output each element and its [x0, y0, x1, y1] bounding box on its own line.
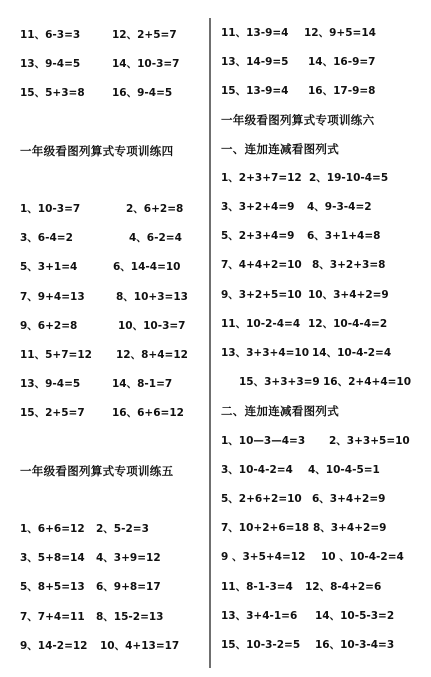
answer-item: 7、9+4=13 — [20, 291, 85, 303]
section-four-title: 一年级看图列算式专项训练四 — [20, 144, 174, 158]
answer-row — [211, 25, 431, 41]
answer-item: 11、6-3=3 — [20, 29, 81, 41]
answer-row — [211, 316, 431, 332]
answer-row — [211, 462, 431, 478]
answer-row — [211, 54, 431, 70]
answer-item: 16、17-9=8 — [308, 85, 376, 97]
answer-item: 11、8-1-3=4 — [221, 581, 293, 593]
answer-item: 14、10-4-2=4 — [312, 347, 392, 359]
answer-item: 2、19-10-4=5 — [309, 172, 389, 184]
answer-item: 8、15-2=13 — [96, 611, 164, 623]
part-two-title: 二、连加连减看图列式 — [221, 404, 339, 418]
answer-item: 8、10+3=13 — [116, 291, 188, 303]
answer-item: 3、10-4-2=4 — [221, 464, 293, 476]
answer-row — [0, 27, 208, 43]
answer-item: 9 、3+5+4=12 — [221, 551, 306, 563]
answer-row — [211, 433, 431, 449]
answer-item: 9、6+2=8 — [20, 320, 78, 332]
answer-item: 14、8-1=7 — [112, 378, 173, 390]
answer-item: 5、8+5=13 — [20, 581, 85, 593]
answer-item: 3、5+8=14 — [20, 552, 85, 564]
answer-row — [0, 347, 208, 363]
answer-item: 5、2+6+2=10 — [221, 493, 302, 505]
answer-item: 1、6+6=12 — [20, 523, 85, 535]
answer-row — [211, 345, 431, 361]
answer-row — [211, 608, 431, 624]
answer-item: 12、8+4=12 — [116, 349, 188, 361]
answer-row — [211, 199, 431, 215]
answer-row — [211, 637, 431, 653]
answer-item: 2、5-2=3 — [96, 523, 149, 535]
answer-row — [0, 405, 208, 421]
answer-item: 14、16-9=7 — [308, 56, 376, 68]
answer-item: 7、10+2+6=18 — [221, 522, 310, 534]
answer-item: 4、9-3-4=2 — [307, 201, 372, 213]
answer-row — [211, 170, 431, 186]
answer-item: 4、10-4-5=1 — [308, 464, 380, 476]
answer-item: 16、9-4=5 — [112, 87, 173, 99]
answer-item: 1、2+3+7=12 — [221, 172, 302, 184]
answer-item: 3、6-4=2 — [20, 232, 73, 244]
answer-item: 16、2+4+4=10 — [323, 376, 412, 388]
answer-row — [0, 318, 208, 334]
answer-item: 8、3+4+2=9 — [313, 522, 387, 534]
answer-item: 9、14-2=12 — [20, 640, 88, 652]
column-divider — [209, 18, 211, 668]
answer-item: 11、13-9=4 — [221, 27, 289, 39]
answer-row — [0, 609, 208, 625]
answer-item: 15、13-9=4 — [221, 85, 289, 97]
answer-item: 6、3+1+4=8 — [307, 230, 381, 242]
answer-row — [211, 491, 431, 507]
answer-item: 10 、10-4-2=4 — [321, 551, 404, 563]
answer-row — [211, 257, 431, 273]
answer-row — [0, 56, 208, 72]
answer-item: 5、2+3+4=9 — [221, 230, 295, 242]
answer-item: 3、3+2+4=9 — [221, 201, 295, 213]
section-five-title: 一年级看图列算式专项训练五 — [20, 464, 174, 478]
answer-item: 10、4+13=17 — [100, 640, 180, 652]
answer-row — [211, 374, 431, 390]
part-one-title: 一、连加连减看图列式 — [221, 142, 339, 156]
answer-row — [0, 230, 208, 246]
answer-item: 15、5+3=8 — [20, 87, 85, 99]
answer-item: 13、3+4-1=6 — [221, 610, 298, 622]
answer-item: 6、3+4+2=9 — [312, 493, 386, 505]
answer-row — [0, 259, 208, 275]
answer-item: 14、10-5-3=2 — [315, 610, 395, 622]
answer-item: 7、7+4=11 — [20, 611, 85, 623]
answer-item: 16、10-3-4=3 — [315, 639, 395, 651]
answer-item: 2、3+3+5=10 — [329, 435, 410, 447]
answer-item: 1、10-3=7 — [20, 203, 81, 215]
answer-row — [211, 287, 431, 303]
answer-item: 14、10-3=7 — [112, 58, 180, 70]
answer-row — [0, 638, 208, 654]
answer-item: 12、10-4-4=2 — [308, 318, 388, 330]
answer-item: 12、2+5=7 — [112, 29, 177, 41]
answer-row — [0, 550, 208, 566]
answer-item: 12、9+5=14 — [304, 27, 376, 39]
answer-row — [0, 376, 208, 392]
section-six-title: 一年级看图列算式专项训练六 — [221, 113, 375, 127]
answer-row — [0, 521, 208, 537]
answer-item: 16、6+6=12 — [112, 407, 184, 419]
answer-row — [0, 201, 208, 217]
answer-item: 4、6-2=4 — [129, 232, 182, 244]
answer-row — [0, 85, 208, 101]
answer-row — [0, 289, 208, 305]
answer-row — [0, 579, 208, 595]
answer-item: 15、2+5=7 — [20, 407, 85, 419]
answer-item: 11、5+7=12 — [20, 349, 92, 361]
answer-item: 8、3+2+3=8 — [312, 259, 386, 271]
answer-row — [211, 520, 431, 536]
answer-item: 5、3+1=4 — [20, 261, 78, 273]
answer-item: 13、14-9=5 — [221, 56, 289, 68]
answer-item: 15、3+3+3=9 — [239, 376, 320, 388]
answer-row — [211, 579, 431, 595]
answer-item: 9、3+2+5=10 — [221, 289, 302, 301]
answer-item: 1、10—3—4=3 — [221, 435, 306, 447]
answer-item: 13、9-4=5 — [20, 378, 81, 390]
answer-item: 6、14-4=10 — [113, 261, 181, 273]
answer-item: 13、9-4=5 — [20, 58, 81, 70]
answer-item: 4、3+9=12 — [96, 552, 161, 564]
answer-item: 7、4+4+2=10 — [221, 259, 302, 271]
answer-item: 15、10-3-2=5 — [221, 639, 301, 651]
answer-item: 13、3+3+4=10 — [221, 347, 310, 359]
answer-item: 12、8-4+2=6 — [305, 581, 382, 593]
answer-item: 6、9+8=17 — [96, 581, 161, 593]
answer-item: 10、10-3=7 — [118, 320, 186, 332]
answer-row — [211, 228, 431, 244]
answer-row — [211, 549, 431, 565]
answer-row — [211, 83, 431, 99]
answer-item: 10、3+4+2=9 — [308, 289, 389, 301]
answer-item: 2、6+2=8 — [126, 203, 184, 215]
answer-item: 11、10-2-4=4 — [221, 318, 301, 330]
